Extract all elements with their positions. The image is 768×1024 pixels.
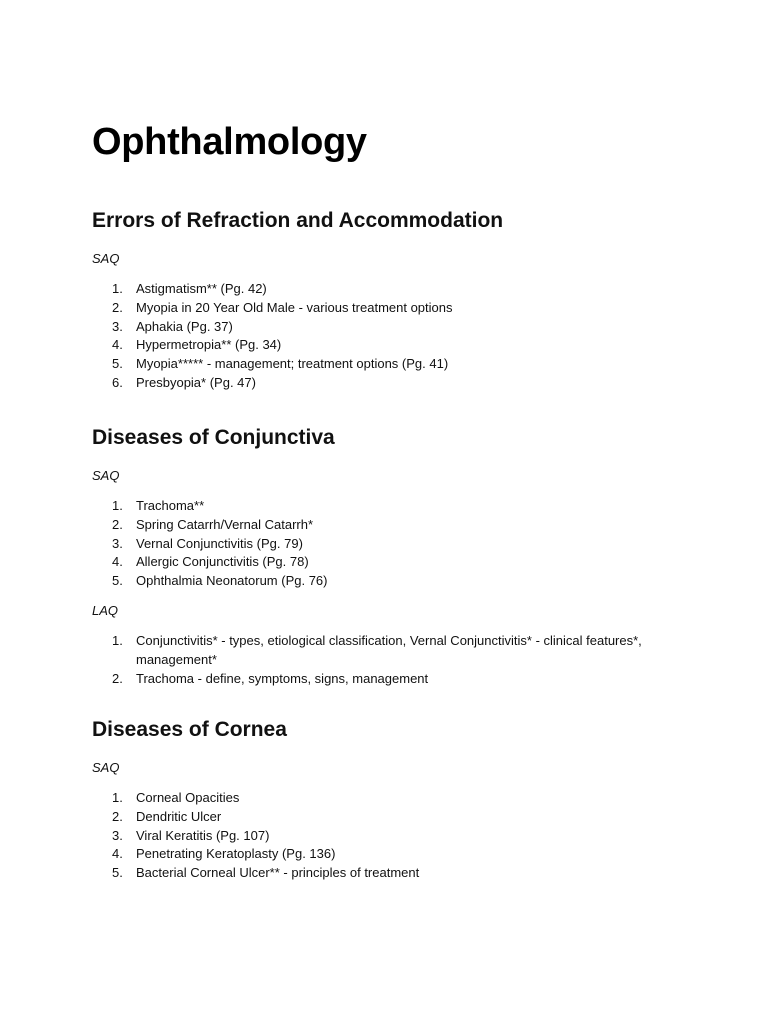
question-list bbox=[92, 497, 692, 591]
document-title: Ophthalmology bbox=[92, 121, 367, 163]
question-type-label: SAQ bbox=[92, 760, 120, 775]
list-item: 5. Myopia***** - management; treatment options (Pg. 41) bbox=[112, 356, 449, 372]
list-item: 1. Astigmatism** (Pg. 42) bbox=[112, 281, 267, 296]
list-item-text: Hypermetropia** (Pg. 34) bbox=[136, 337, 282, 353]
section-diseases-of-cornea bbox=[92, 716, 692, 883]
list-item: 4. Allergic Conjunctivitis (Pg. 78) bbox=[112, 554, 309, 570]
list-item-text: Myopia in 20 Year Old Male - various treatment options bbox=[136, 299, 453, 315]
list-item-text: Conjunctivitis* - types, etiological classification, Vernal Conjunctivitis* - clinical features*, management* bbox=[136, 632, 642, 667]
list-item: 5. Ophthalmia Neonatorum (Pg. 76) bbox=[112, 573, 328, 589]
question-list bbox=[92, 280, 692, 393]
list-item: 2. Spring Catarrh/Vernal Catarrh* bbox=[112, 516, 314, 532]
list-item: 4. Hypermetropia** (Pg. 34) bbox=[112, 337, 282, 353]
list-item-text: Allergic Conjunctivitis (Pg. 78) bbox=[136, 554, 309, 570]
list-item: 1. Corneal Opacities bbox=[112, 790, 240, 805]
list-item-text: Corneal Opacities bbox=[136, 790, 240, 805]
list-item-text: Myopia***** - management; treatment options (Pg. 41) bbox=[136, 356, 449, 372]
section-heading: Diseases of Cornea bbox=[92, 718, 287, 741]
list-item-text: Spring Catarrh/Vernal Catarrh* bbox=[136, 516, 314, 532]
section-heading: Errors of Refraction and Accommodation bbox=[92, 209, 504, 232]
list-item-text: Aphakia (Pg. 37) bbox=[136, 318, 233, 334]
question-type-label: LAQ bbox=[92, 602, 119, 618]
list-item: 1. Conjunctivitis* - types, etiological classification, Vernal Conjunctivitis* - clinical features*, management* bbox=[112, 632, 642, 667]
list-item: 1. Trachoma** bbox=[112, 498, 205, 513]
list-item-text: Penetrating Keratoplasty (Pg. 136) bbox=[136, 846, 336, 862]
list-item-text: Vernal Conjunctivitis (Pg. 79) bbox=[136, 535, 303, 551]
question-list bbox=[92, 789, 692, 883]
list-item-text: Trachoma - define, symptoms, signs, management bbox=[136, 670, 429, 686]
list-item: 2. Dendritic Ulcer bbox=[112, 808, 222, 824]
list-item-text: Astigmatism** (Pg. 42) bbox=[136, 281, 267, 296]
list-item-text: Dendritic Ulcer bbox=[136, 808, 222, 824]
list-item: 2. Trachoma - define, symptoms, signs, management bbox=[112, 670, 429, 686]
list-item: 5. Bacterial Corneal Ulcer** - principles of treatment bbox=[112, 865, 420, 881]
list-item: 3. Viral Keratitis (Pg. 107) bbox=[112, 827, 270, 843]
list-item-text: Trachoma** bbox=[136, 498, 205, 513]
list-item: 6. Presbyopia* (Pg. 47) bbox=[112, 374, 256, 390]
list-item: 4. Penetrating Keratoplasty (Pg. 136) bbox=[112, 846, 336, 862]
section-errors-of-refraction bbox=[92, 207, 692, 393]
section-heading: Diseases of Conjunctiva bbox=[92, 426, 335, 449]
question-type-label: SAQ bbox=[92, 251, 120, 266]
list-item-text: Viral Keratitis (Pg. 107) bbox=[136, 827, 270, 843]
list-item-text: Bacterial Corneal Ulcer** - principles of treatment bbox=[136, 865, 420, 881]
list-item: 3. Vernal Conjunctivitis (Pg. 79) bbox=[112, 535, 303, 551]
question-type-label: SAQ bbox=[92, 468, 120, 483]
list-item: 2. Myopia in 20 Year Old Male - various treatment options bbox=[112, 299, 453, 315]
list-item-text: Presbyopia* (Pg. 47) bbox=[136, 374, 256, 390]
question-list bbox=[92, 632, 692, 688]
section-diseases-of-conjunctiva bbox=[92, 424, 692, 688]
list-item: 3. Aphakia (Pg. 37) bbox=[112, 318, 233, 334]
list-item-text: Ophthalmia Neonatorum (Pg. 76) bbox=[136, 573, 328, 589]
